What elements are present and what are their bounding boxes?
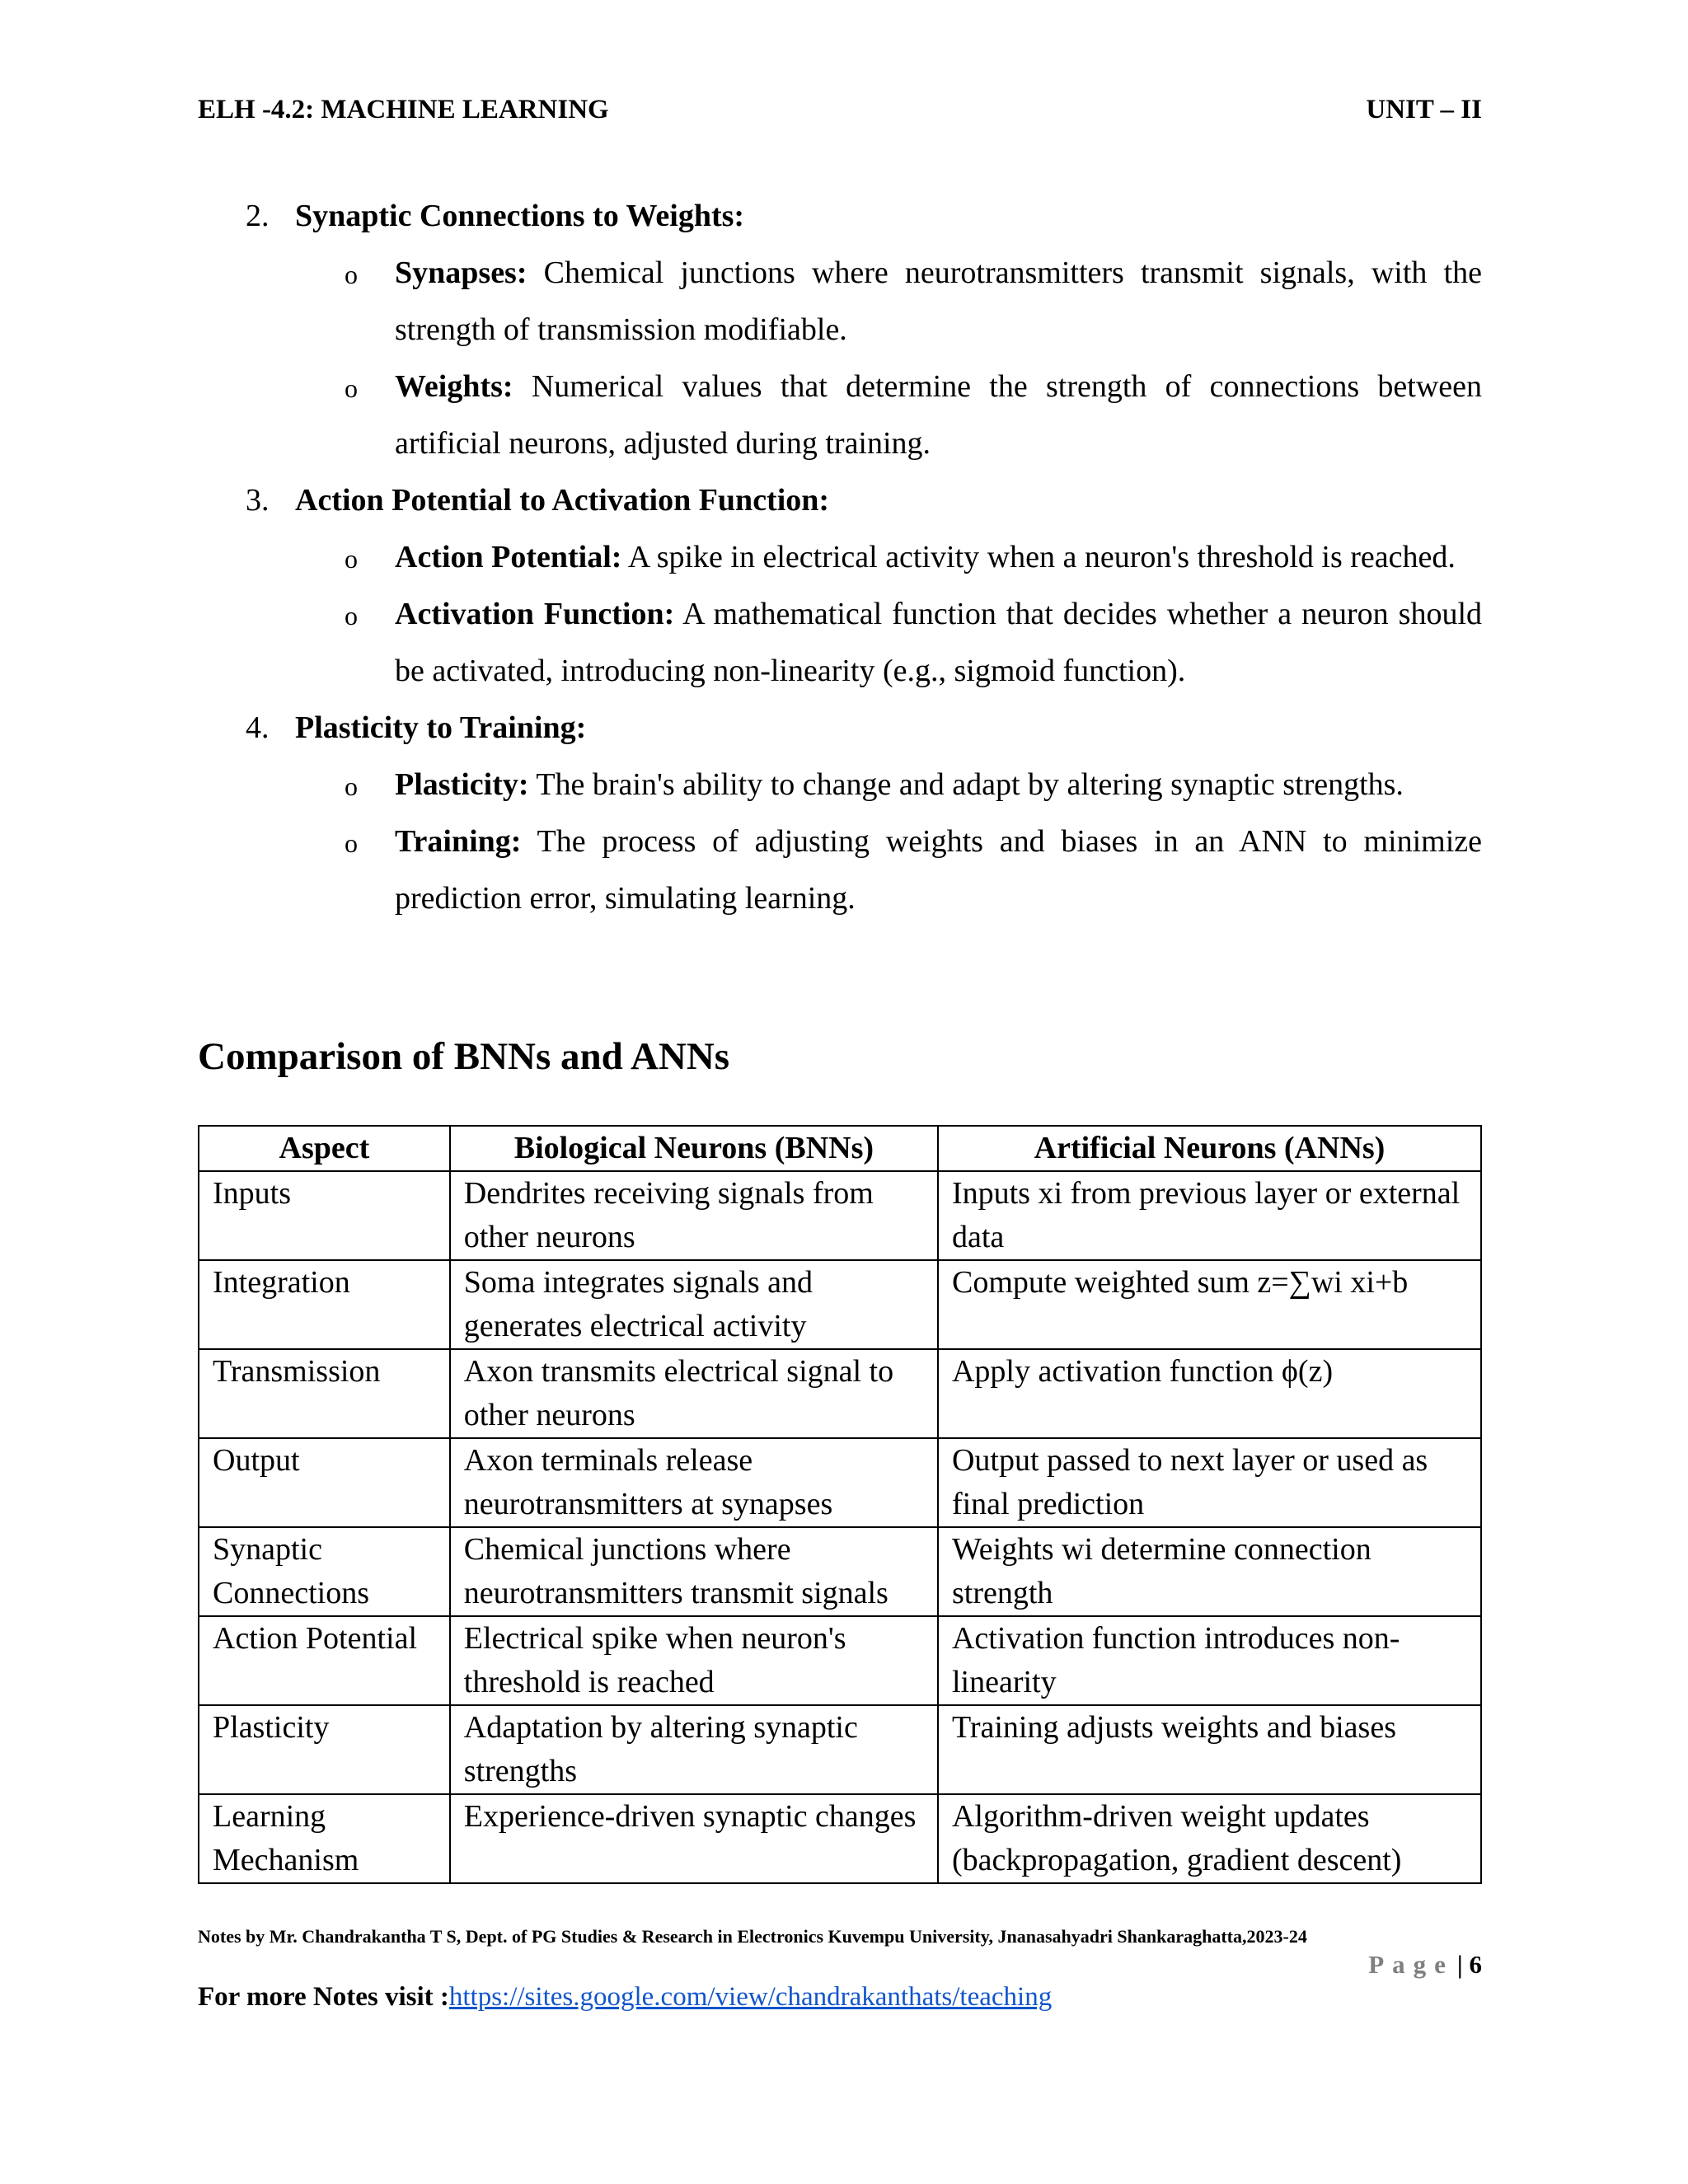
- table-cell: Inputs xi from previous layer or external data: [938, 1171, 1481, 1260]
- table-cell: Compute weighted sum z=∑wi xi+b: [938, 1260, 1481, 1349]
- sub-list-item: [198, 586, 1482, 700]
- table-cell: Apply activation function ϕ(z): [938, 1349, 1481, 1438]
- sub-item-text: A spike in electrical activity when a neuron's threshold is reached.: [621, 540, 1456, 574]
- list-item-heading: [198, 700, 1482, 757]
- numbered-list: [198, 188, 1482, 927]
- bullet-marker: o: [345, 260, 358, 289]
- table-cell: Action Potential: [199, 1616, 450, 1705]
- sub-item-term: Training:: [395, 824, 522, 859]
- table-header-row: [199, 1126, 1481, 1171]
- table-cell: Axon terminals release neurotransmitters at synapses: [450, 1438, 938, 1527]
- sub-list-item: [198, 813, 1482, 927]
- table-cell: Output: [199, 1438, 450, 1527]
- sub-item-term: Weights:: [395, 369, 513, 404]
- table-cell: Output passed to next layer or used as final prediction: [938, 1438, 1481, 1527]
- column-header-aspect: Aspect: [199, 1126, 450, 1171]
- item-title: Action Potential to Activation Function:: [295, 483, 830, 518]
- sub-item-term: Action Potential:: [395, 540, 622, 574]
- table-row: [199, 1794, 1481, 1883]
- table-cell: Plasticity: [199, 1705, 450, 1794]
- column-header-ann: Artificial Neurons (ANNs): [938, 1126, 1481, 1171]
- item-title: Plasticity to Training:: [295, 710, 587, 745]
- table-cell: Training adjusts weights and biases: [938, 1705, 1481, 1794]
- table-cell: Chemical junctions where neurotransmitters transmit signals: [450, 1527, 938, 1616]
- table-cell: Activation function introduces non-linearity: [938, 1616, 1481, 1705]
- bullet-marker: o: [345, 373, 358, 403]
- table-cell: Integration: [199, 1260, 450, 1349]
- table-cell: Experience-driven synaptic changes: [450, 1794, 938, 1883]
- sub-list-item: [198, 757, 1482, 813]
- page-number-block: [1368, 1950, 1482, 1980]
- item-number: 4.: [246, 710, 270, 745]
- table-cell: Electrical spike when neuron's threshold is reached: [450, 1616, 938, 1705]
- column-header-bnn: Biological Neurons (BNNs): [450, 1126, 938, 1171]
- sub-list-item: [198, 529, 1482, 586]
- table-row: [199, 1260, 1481, 1349]
- sub-item-text: The brain's ability to change and adapt by altering synaptic strengths.: [528, 767, 1404, 802]
- sub-item-term: Synapses:: [395, 255, 528, 290]
- table-row: [199, 1616, 1481, 1705]
- page-label: Page: [1368, 1950, 1454, 1979]
- table-cell: Dendrites receiving signals from other neurons: [450, 1171, 938, 1260]
- more-notes-line: [198, 1982, 1052, 2013]
- table-row: [199, 1349, 1481, 1438]
- section-heading: Comparison of BNNs and ANNs: [198, 1035, 730, 1078]
- sub-list-item: [198, 245, 1482, 359]
- author-note: Notes by Mr. Chandrakantha T S, Dept. of PG Studies & Research in Electronics Kuvempu University, Jnanasahyadri Shankaraghatta,2023-24: [198, 1926, 1307, 1947]
- table-cell: Synaptic Connections: [199, 1527, 450, 1616]
- unit-label: UNIT – II: [1366, 95, 1482, 124]
- table-cell: Transmission: [199, 1349, 450, 1438]
- page-separator: |: [1456, 1950, 1463, 1979]
- sub-item-term: Activation Function:: [395, 597, 675, 631]
- table-row: [199, 1171, 1481, 1260]
- table-cell: Algorithm-driven weight updates (backpropagation, gradient descent): [938, 1794, 1481, 1883]
- bullet-marker: o: [345, 828, 358, 858]
- list-item-heading: [198, 188, 1482, 245]
- item-title: Synaptic Connections to Weights:: [295, 199, 745, 233]
- item-number: 3.: [246, 483, 270, 518]
- sub-item-text: The process of adjusting weights and biases in an ANN to minimize prediction error, simulating learning.: [395, 824, 1482, 916]
- table-row: [199, 1438, 1481, 1527]
- sub-list-item: [198, 359, 1482, 472]
- sub-item-text: Numerical values that determine the strength of connections between artificial neurons, adjusted during training.: [395, 369, 1482, 461]
- course-title: ELH -4.2: MACHINE LEARNING: [198, 95, 609, 124]
- notes-link[interactable]: https://sites.google.com/view/chandrakanthats/teaching: [448, 1982, 1053, 2012]
- page-number: 6: [1469, 1950, 1482, 1979]
- page-header: [198, 95, 1482, 125]
- table-cell: Soma integrates signals and generates electrical activity: [450, 1260, 938, 1349]
- table-cell: Learning Mechanism: [199, 1794, 450, 1883]
- table-row: [199, 1705, 1481, 1794]
- item-number: 2.: [246, 199, 270, 233]
- sub-item-term: Plasticity:: [395, 767, 529, 802]
- sub-item-text: A mathematical function that decides whether a neuron should be activated, introducing non-linearity (e.g., sigmoid function).: [395, 597, 1482, 688]
- sub-item-text: Chemical junctions where neurotransmitters transmit signals, with the strength of transmission modifiable.: [395, 255, 1482, 347]
- list-item-heading: [198, 472, 1482, 529]
- bullet-marker: o: [345, 771, 358, 801]
- comparison-table: [198, 1125, 1482, 1884]
- table-row: [199, 1527, 1481, 1616]
- bullet-marker: o: [345, 544, 358, 574]
- table-cell: Axon transmits electrical signal to other neurons: [450, 1349, 938, 1438]
- table-cell: Inputs: [199, 1171, 450, 1260]
- bullet-marker: o: [345, 601, 358, 630]
- table-cell: Weights wi determine connection strength: [938, 1527, 1481, 1616]
- table-cell: Adaptation by altering synaptic strengths: [450, 1705, 938, 1794]
- more-notes-label: For more Notes visit :: [198, 1982, 449, 2012]
